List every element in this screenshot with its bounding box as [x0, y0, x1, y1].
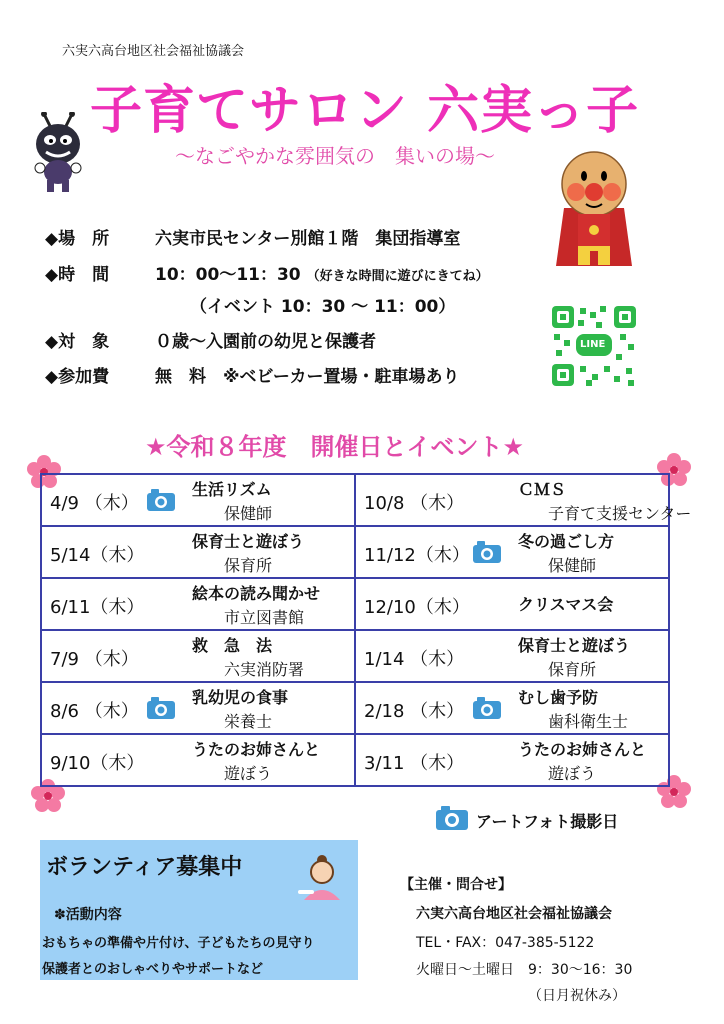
- event-host: 歯科衛生士: [548, 712, 629, 731]
- schedule-cell: [41, 526, 355, 578]
- volunteer-title: ボランティア募集中: [46, 855, 243, 880]
- contact-tel: TEL・FAX：047-385-5122: [416, 935, 595, 951]
- event-name: うたのお姉さんと: [518, 740, 647, 759]
- event-host: 保育所: [224, 556, 273, 575]
- event-host: 六実消防署: [224, 660, 305, 679]
- event-name: 冬の過ごし方: [518, 532, 615, 551]
- contact-closed: （日月祝休み）: [528, 988, 626, 1004]
- schedule-cell: [355, 734, 669, 786]
- target-label: ◆対 象: [45, 332, 110, 352]
- event-date: 11/12（木）: [364, 545, 470, 566]
- fee-value: 無 料 ※ベビーカー置場・駐車場あり: [155, 367, 460, 387]
- fee-label: ◆参加費: [45, 367, 110, 387]
- schedule-cell: [355, 526, 669, 578]
- event-date: 9/10（木）: [50, 753, 145, 774]
- baikinman-illustration: [28, 112, 88, 196]
- schedule-cell: [355, 682, 669, 734]
- event-date: 2/18 （木）: [364, 701, 465, 722]
- schedule-cell: [41, 734, 355, 786]
- info-target: [45, 327, 376, 352]
- event-host: 市立図書館: [224, 608, 305, 627]
- event-host: 保育所: [548, 660, 597, 679]
- volunteer-woman-icon: [298, 854, 342, 902]
- event-name: 乳幼児の食事: [192, 688, 289, 707]
- contact-org: 六実六高台地区社会福祉協議会: [416, 906, 612, 922]
- schedule-cell: [41, 474, 355, 526]
- schedule-row: [41, 682, 669, 734]
- place-label: ◆場 所: [45, 229, 110, 249]
- schedule-cell: [355, 474, 692, 526]
- schedule-row: [41, 474, 669, 526]
- schedule-row: [41, 526, 669, 578]
- event-name: 絵本の読み聞かせ: [192, 584, 321, 603]
- event-date: 8/6 （木）: [50, 701, 139, 722]
- camera-icon: [146, 696, 176, 724]
- event-date: 6/11（木）: [50, 597, 145, 618]
- contact-hours: 火曜日～土曜日 9：30～16：30: [416, 962, 633, 978]
- event-host: 子育て支援センター: [548, 504, 692, 523]
- time-value-group: [155, 260, 489, 285]
- target-value: ０歳～入園前の幼児と保護者: [155, 332, 376, 352]
- info-time: [45, 260, 489, 285]
- place-value: 六実市民センター別館１階 集団指導室: [155, 229, 461, 249]
- event-date: 4/9 （木）: [50, 493, 139, 514]
- time-value: 10：00～11：30: [155, 265, 301, 285]
- camera-icon: [472, 696, 502, 724]
- event-host: 保健師: [224, 504, 273, 523]
- event-name: 保育士と遊ぼう: [518, 636, 631, 655]
- event-host: 栄養士: [224, 712, 273, 731]
- event-schedule-table: [40, 473, 692, 787]
- event-name: ＣＭＳ: [518, 480, 567, 499]
- event-time: （イベント 10：30 ～ 11：00）: [190, 297, 456, 317]
- qr-line-label: LINE: [580, 339, 606, 350]
- event-name: うたのお姉さんと: [192, 740, 321, 759]
- event-name: 生活リズム: [192, 480, 272, 499]
- info-place: [45, 224, 461, 249]
- event-name: 保育士と遊ぼう: [192, 532, 305, 551]
- event-name: 救 急 法: [192, 636, 273, 655]
- event-name: クリスマス会: [518, 595, 614, 614]
- event-date: 12/10（木）: [364, 597, 470, 618]
- anpanman-illustration: [552, 148, 636, 272]
- schedule-cell: [355, 630, 669, 682]
- page-subtitle: ～なごやかな雰囲気の 集いの場～: [175, 144, 495, 168]
- event-host: 遊ぼう: [548, 764, 597, 783]
- volunteer-panel: [40, 840, 358, 980]
- time-label: ◆時 間: [45, 265, 110, 285]
- activity-line-2: 保護者とのおしゃべりやサポートなど: [42, 962, 264, 977]
- camera-icon: [435, 805, 469, 831]
- organization-name: 六実六高台地区社会福祉協議会: [62, 44, 245, 59]
- event-date: 10/8 （木）: [364, 493, 465, 514]
- schedule-cell: [355, 578, 669, 630]
- event-name: むし歯予防: [518, 688, 599, 707]
- event-date: 7/9 （木）: [50, 649, 139, 670]
- activity-line-1: おもちゃの準備や片付け、子どもたちの見守り: [42, 936, 315, 951]
- camera-icon: [146, 488, 176, 516]
- activity-heading: ✽活動内容: [54, 907, 122, 923]
- schedule-row: [41, 630, 669, 682]
- schedule-cell: [41, 630, 355, 682]
- event-host: 保健師: [548, 556, 597, 575]
- schedule-cell: [41, 682, 355, 734]
- page-title: 子育てサロン 六実っ子: [90, 81, 640, 141]
- event-date: 1/14 （木）: [364, 649, 465, 670]
- event-host: 遊ぼう: [224, 764, 273, 783]
- camera-icon: [472, 540, 502, 568]
- info-fee: [45, 362, 460, 387]
- contact-heading: 【主催・問合せ】: [400, 877, 512, 893]
- schedule-cell: [41, 578, 355, 630]
- event-date: 5/14（木）: [50, 545, 145, 566]
- time-note: （好きな時間に遊びにきてね）: [306, 269, 489, 284]
- photo-day-legend: アートフォト撮影日: [476, 812, 619, 831]
- event-date: 3/11 （木）: [364, 753, 465, 774]
- schedule-row: [41, 734, 669, 786]
- schedule-row: [41, 578, 669, 630]
- schedule-title: ★令和８年度 開催日とイベント★: [145, 433, 525, 461]
- line-qr-code[interactable]: [550, 304, 638, 388]
